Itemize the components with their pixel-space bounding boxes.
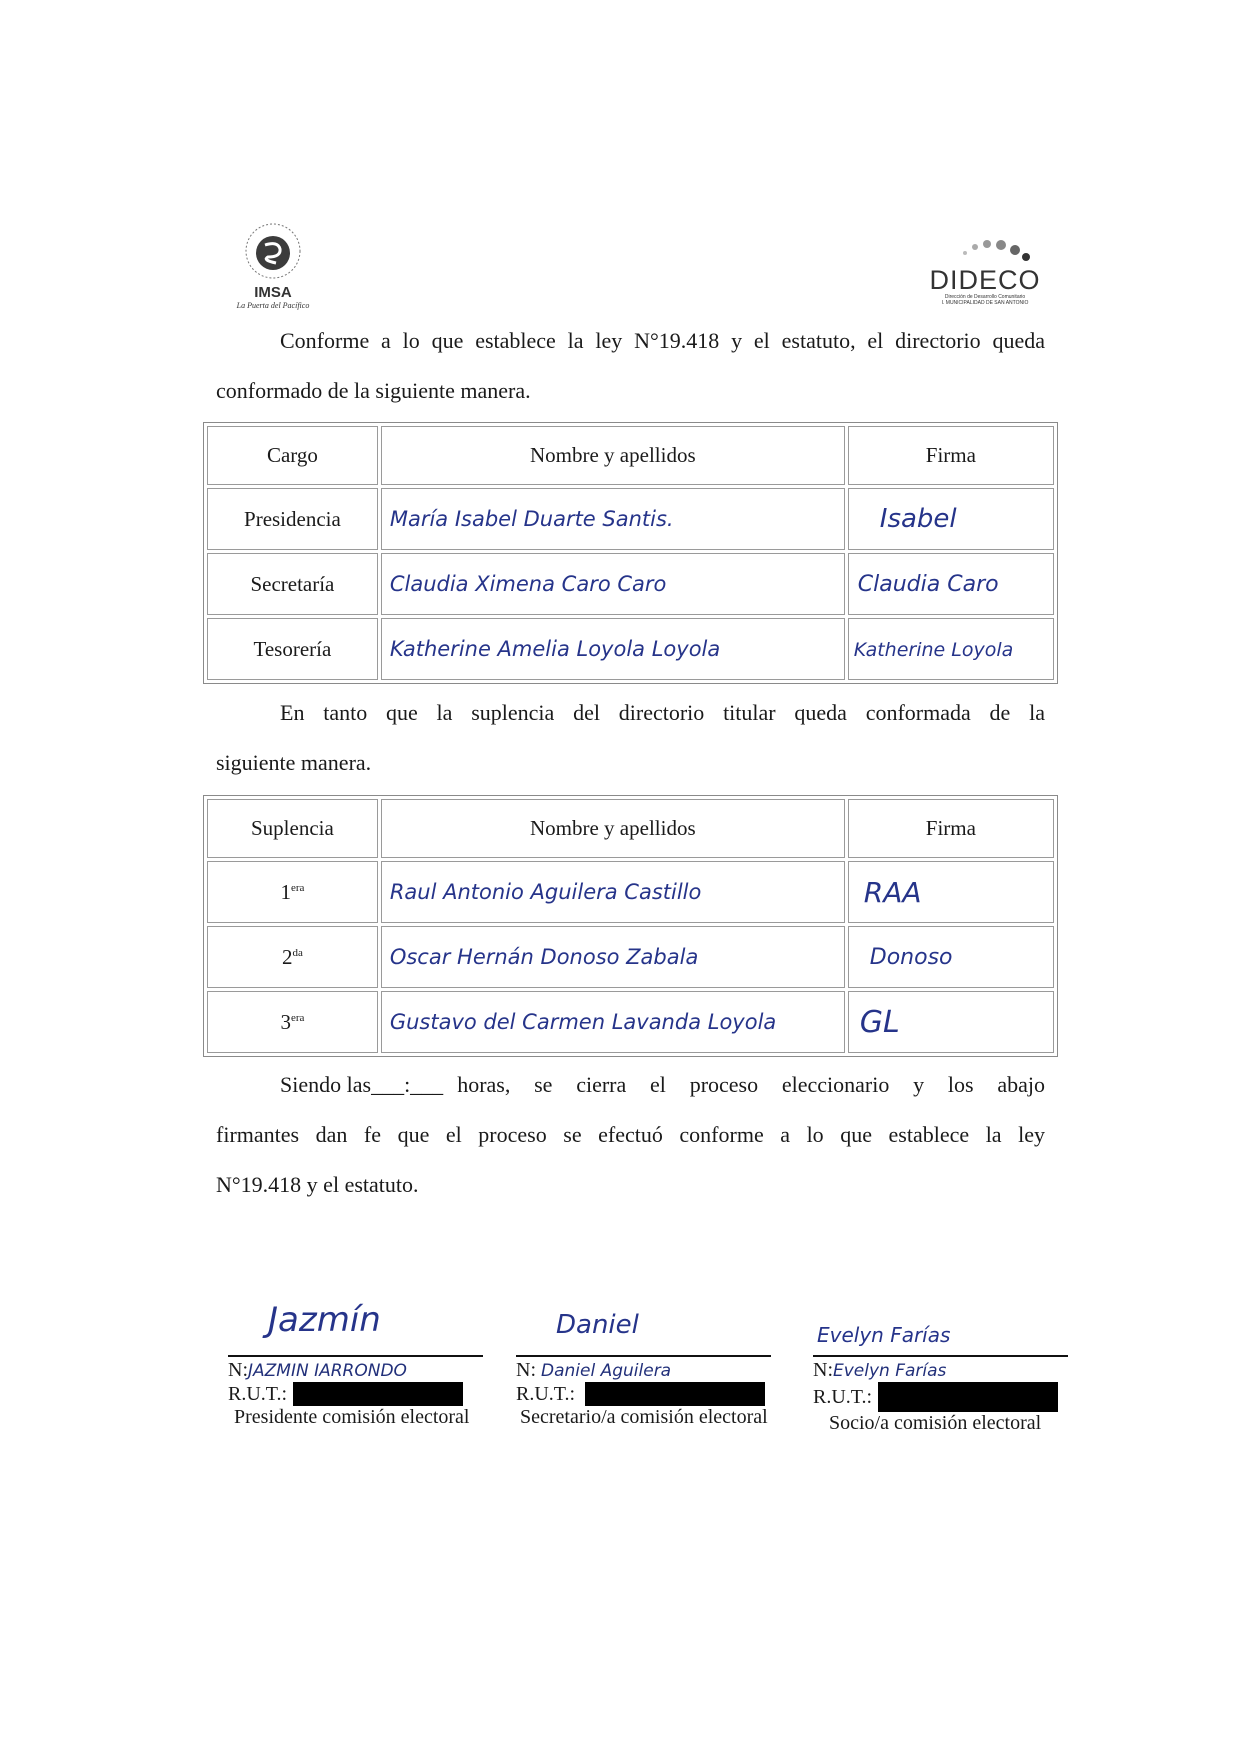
- signature: Isabel: [879, 504, 957, 534]
- header-nombre: Nombre y apellidos: [381, 799, 845, 858]
- rut-label: R.U.T.:: [516, 1382, 576, 1405]
- firmante-n-row: [228, 1359, 483, 1382]
- firma-cell: [848, 553, 1054, 615]
- header-nombre: Nombre y apellidos: [381, 426, 845, 485]
- firmante-rut-row: [228, 1382, 483, 1406]
- nombre-cell: María Isabel Duarte Santis.: [381, 488, 845, 550]
- rut-label: R.U.T.:: [228, 1382, 288, 1405]
- n-value: JAZMIN IARRONDO: [248, 1361, 407, 1381]
- dideco-logo-text: DIDECO: [929, 265, 1041, 295]
- imsa-logo-tagline: La Puerta del Pacífico: [236, 301, 310, 310]
- signature: Katherine Loyola: [853, 638, 1014, 661]
- firmante-role: Socio/a comisión electoral: [829, 1412, 1042, 1434]
- firmante-n-row: [813, 1359, 1068, 1382]
- suplencia-num-cell: [207, 991, 378, 1053]
- suplencia-num: 3: [280, 1009, 291, 1034]
- rut-redaction: [293, 1382, 463, 1406]
- signature-line: [228, 1355, 483, 1357]
- imsa-logo-text: IMSA: [254, 284, 292, 301]
- imsa-emblem-icon: [218, 215, 328, 287]
- signature-line: [813, 1355, 1068, 1357]
- n-value: Daniel Aguilera: [541, 1361, 672, 1381]
- directorio-table: [203, 422, 1058, 684]
- closing-line-2: firmantes dan fe que el proceso se efectuó conforme a lo que establece la ley: [216, 1122, 1045, 1147]
- intro-line-1: Conforme a lo que establece la ley N°19.418 y el estatuto, el directorio queda: [280, 328, 1045, 353]
- dideco-logo: [925, 235, 1045, 325]
- rut-redaction: [878, 1382, 1058, 1412]
- firmante-n-row: [516, 1359, 771, 1382]
- suplencia-header-row: [207, 799, 1054, 858]
- firmante-presidente: [228, 1285, 483, 1429]
- firmante-role: Presidente comisión electoral: [234, 1406, 470, 1428]
- table-row: [207, 861, 1054, 923]
- nombre-cell: Raul Antonio Aguilera Castillo: [381, 861, 845, 923]
- rut-label: R.U.T.:: [813, 1385, 873, 1408]
- header-firma: Firma: [848, 799, 1054, 858]
- signature: Claudia Caro: [857, 571, 999, 597]
- firmante-role: Secretario/a comisión electoral: [520, 1406, 768, 1428]
- suplencia-table: [203, 795, 1058, 1057]
- nombre-cell: Gustavo del Carmen Lavanda Loyola: [381, 991, 845, 1053]
- signature: RAA: [863, 875, 922, 909]
- signature: GL: [859, 1004, 900, 1040]
- table-row: [207, 488, 1054, 550]
- imsa-logo: [218, 215, 328, 315]
- firma-cell: [848, 861, 1054, 923]
- suplencia-intro-line-1: En tanto que la suplencia del directorio titular queda conformada de la: [280, 700, 1045, 725]
- closing-line-1-a: Siendo las: [280, 1072, 372, 1097]
- firmante-rut-row: [813, 1382, 1068, 1412]
- firmante-secretario: [516, 1285, 771, 1429]
- firmante-signature: Evelyn Farías: [817, 1323, 951, 1347]
- suplencia-ordinal: era: [290, 881, 305, 894]
- closing-time-blank: ___:___: [371, 1072, 444, 1097]
- nombre-cell: Katherine Amelia Loyola Loyola: [381, 618, 845, 680]
- firmante-signature: Daniel: [556, 1310, 639, 1340]
- n-label: N:: [813, 1359, 833, 1381]
- firma-cell: [848, 618, 1054, 680]
- closing-line-3: N°19.418 y el estatuto.: [216, 1172, 419, 1197]
- suplencia-ordinal: da: [292, 946, 303, 959]
- signature-line: [516, 1355, 771, 1357]
- suplencia-num-cell: [207, 861, 378, 923]
- firma-cell: [848, 488, 1054, 550]
- firmante-rut-row: [516, 1382, 771, 1406]
- table-row: [207, 618, 1054, 680]
- suplencia-ordinal: era: [290, 1011, 305, 1024]
- header-cargo: Cargo: [207, 426, 378, 485]
- closing-line-1-c: horas, se cierra el proceso eleccionario y los abajo: [457, 1072, 1045, 1097]
- n-value: Evelyn Farías: [833, 1361, 947, 1381]
- dideco-logo-sub1: Dirección de Desarrollo Comunitario: [944, 294, 1026, 300]
- dideco-dots-icon: [925, 235, 1045, 261]
- cargo-cell: Secretaría: [207, 553, 378, 615]
- signature: Donoso: [869, 944, 953, 970]
- suplencia-num: 2: [281, 944, 293, 969]
- firma-cell: [848, 991, 1054, 1053]
- suplencia-num-cell: [207, 926, 378, 988]
- closing-line-1: [280, 1060, 1045, 1110]
- cargo-cell: Tesorería: [207, 618, 378, 680]
- suplencia-intro-line-2: siguiente manera.: [216, 750, 372, 775]
- intro-line-2: conformado de la siguiente manera.: [216, 378, 531, 403]
- header-firma: Firma: [848, 426, 1054, 485]
- firmante-signature: Jazmín: [268, 1300, 381, 1340]
- n-label: N:: [228, 1359, 248, 1381]
- dideco-logo-sub2: I. MUNICIPALIDAD DE SAN ANTONIO: [941, 300, 1029, 306]
- nombre-cell: Oscar Hernán Donoso Zabala: [381, 926, 845, 988]
- table-row: [207, 926, 1054, 988]
- n-label: N:: [516, 1359, 536, 1381]
- firmante-socio: [813, 1285, 1068, 1435]
- suplencia-num: 1: [280, 879, 291, 904]
- header-suplencia: Suplencia: [207, 799, 378, 858]
- cargo-cell: Presidencia: [207, 488, 378, 550]
- table-row: [207, 553, 1054, 615]
- nombre-cell: Claudia Ximena Caro Caro: [381, 553, 845, 615]
- firma-cell: [848, 926, 1054, 988]
- table-row: [207, 991, 1054, 1053]
- rut-redaction: [585, 1382, 765, 1406]
- directorio-header-row: [207, 426, 1054, 485]
